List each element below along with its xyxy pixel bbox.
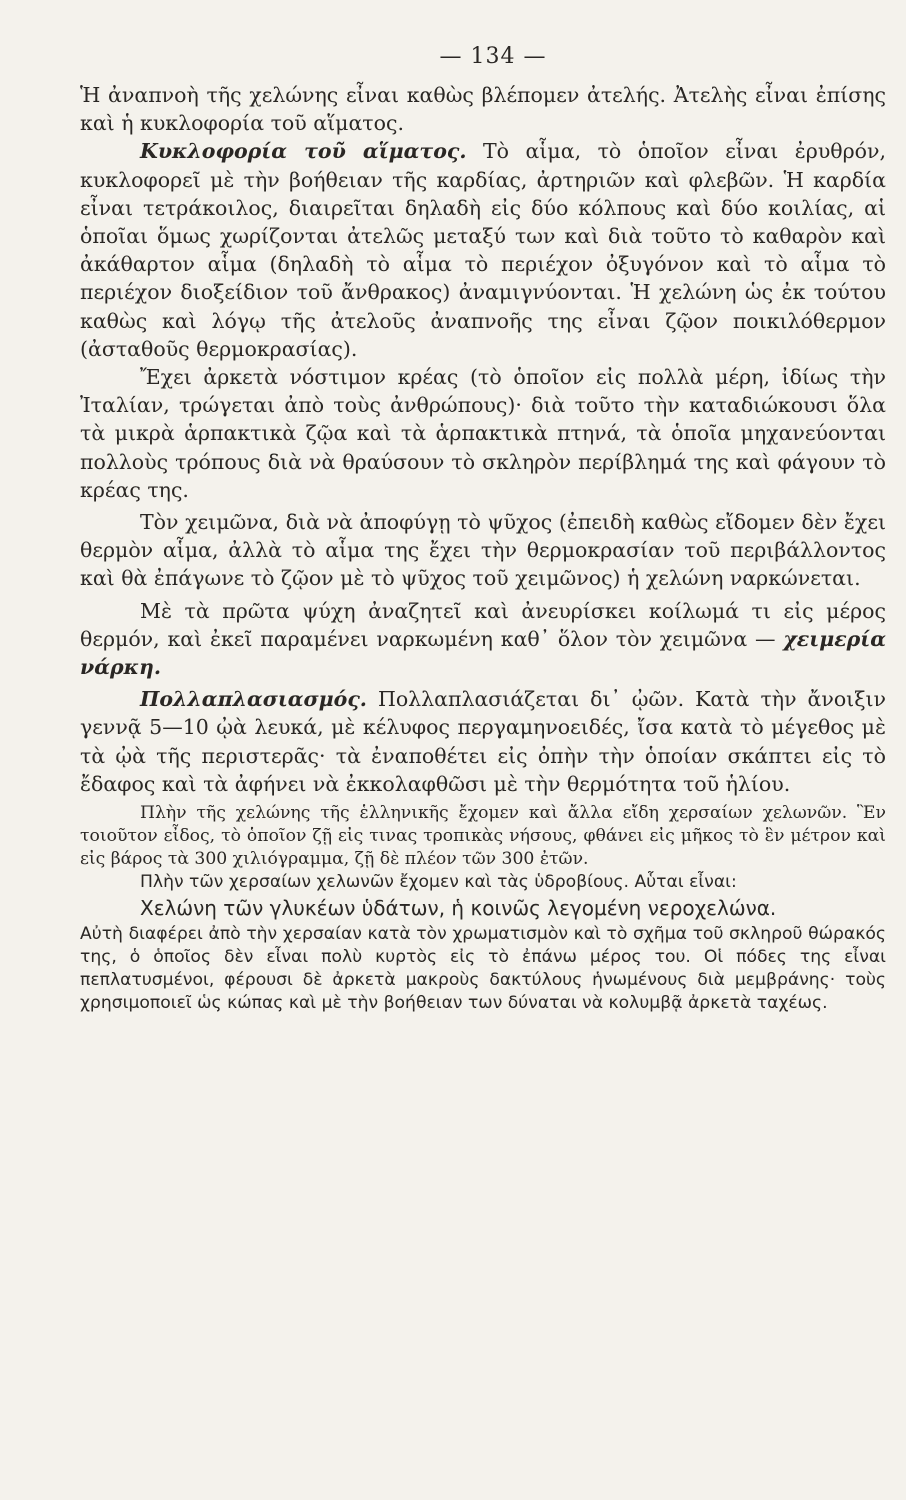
paragraph-reproduction: Πολλαπλασιασμός. Πολλαπλασιάζεται δι᾽ ᾠῶν. Κατὰ τὴν ἄνοιξιν γεννᾷ 5—10 ᾠὰ λευκά, μὲ κέλυφος περγαμηνοειδές, ἴσα κατὰ τὸ μέγεθος μὲ τὰ ᾠὰ τῆς περιστερᾶς· τὰ ἐναποθέτει εἰς ὀπὴν τὴν ὁποίαν σκάπτει εἰς τὸ ἔδαφος καὶ τὰ ἀφήνει νὰ ἐκκολαφθῶσι μὲ τὴν θερμότητα τοῦ ἡλίου. xyxy=(80,687,886,796)
term-hibernation: χειμερία νάρκη. xyxy=(80,626,886,680)
paragraph-aquatic-intro: Πλὴν τῶν χερσαίων χελωνῶν ἔχομεν καὶ τὰς ὑδροβίους. Αὗται εἶναι: xyxy=(140,872,737,893)
paragraph-other-species: Πλὴν τῆς χελώνης τῆς ἑλληνικῆς ἔχομεν καὶ ἄλλα εἴδη χερσαίων χελωνῶν. Ἓν τοιοῦτον εἶδος, τὸ ὁποῖον ζῇ εἰς τινας τροπικὰς νήσους, φθάνει εἰς μῆκος τὸ ἓν μέτρον καὶ εἰς βάρος τὰ 300 χιλιόγραμμα, ζῇ δὲ πλέον τῶν 300 ἐτῶν. xyxy=(80,803,886,870)
paragraph-freshwater: Αὐτὴ διαφέρει ἀπὸ τὴν χερσαίαν κατὰ τὸν χρωματισμὸν καὶ τὸ σχῆμα τοῦ σκληροῦ θώρακός της, ὁ ὁποῖος δὲν εἶναι πολὺ κυρτὸς εἰς τὸ ἐπάνω μέρος του. Οἱ πόδες της εἶναι πεπλατυσμένοι, φέρουσι δὲ ἀρκετὰ μακροὺς δακτύλους ἡνωμένους διὰ μεμβράνης· τοὺς χρησιμοποιεῖ ὡς κώπας καὶ μὲ τὴν βοήθειαν των δύναται νὰ κολυμβᾷ ἀρκετὰ ταχέως. xyxy=(80,923,886,1013)
paragraph-winter: Τὸν χειμῶνα, διὰ νὰ ἀποφύγῃ τὸ ψῦχος (ἐπειδὴ καθὼς εἴδομεν δὲν ἔχει θερμὸν αἷμα, ἀλλὰ τὸ αἷμα της ἔχει τὴν θερμοκρασίαν τοῦ περιβάλλοντος καὶ θὰ ἐπάγωνε τὸ ζῷον μὲ τὸ ψῦχος τοῦ χειμῶνος) ἡ χελώνη ναρκώνεται. xyxy=(80,510,886,591)
paragraph-circulation: Κυκλοφορία τοῦ αἵματος. Τὸ αἷμα, τὸ ὁποῖον εἶναι ἐρυθρόν, κυκλοφορεῖ μὲ τὴν βοήθειαν τῆς καρδίας, ἀρτηριῶν καὶ φλεβῶν. Ἡ καρδία εἶναι τετράκοιλος, διαιρεῖται δηλαδὴ εἰς δύο κόλπους καὶ δύο κοιλίας, αἱ ὁποῖαι ὅμως χωρίζονται ἀτελῶς μεταξύ των καὶ διὰ τοῦτο τὸ καθαρὸν καὶ ἀκάθαρτον αἷμα (δηλαδὴ τὸ αἷμα τὸ περιέχον ὀξυγόνον καὶ τὸ αἷμα τὸ περιέχον διοξείδιον τοῦ ἄνθρακος) ἀναμιγνύονται. Ἡ χελώνη ὡς ἐκ τούτου καθὼς καὶ λόγῳ τῆς ἀτελοῦς ἀναπνοῆς της εἶναι ζῷον ποικιλόθερμον (ἀσταθοῦς θερμοκρασίας). xyxy=(80,139,886,361)
section-heading-reproduction: Πολλαπλασιασμός. xyxy=(140,687,367,712)
paragraph-meat: Ἔχει ἀρκετὰ νόστιμον κρέας (τὸ ὁποῖον εἰς πολλὰ μέρη, ἰδίως τὴν Ἰταλίαν, τρώγεται ἀπὸ τοὺς ἀνθρώπους)· διὰ τοῦτο τὴν καταδιώκουσι ὅλα τὰ μικρὰ ἁρπακτικὰ ζῷα καὶ τὰ ἁρπακτικὰ πτηνά, τὰ ὁποῖα μηχανεύονται πολλοὺς τρόπους διὰ νὰ θραύσουν τὸ σκληρὸν περίβλημά της καὶ φάγουν τὸ κρέας της. xyxy=(80,365,886,502)
paragraph-respiration: Ἡ ἀναπνοὴ τῆς χελώνης εἶναι καθὼς βλέπομεν ἀτελής. Ἀτελὴς εἶναι ἐπίσης καὶ ἡ κυκλοφορία τοῦ αἵματος. xyxy=(80,83,886,136)
paragraph-hibernation: Μὲ τὰ πρῶτα ψύχη ἀναζητεῖ καὶ ἀνευρίσκει κοίλωμά τι εἰς μέρος θερμόν, καὶ ἐκεῖ παραμένει ναρκωμένη καθ᾽ ὅλον τὸν χειμῶνα — χειμερία νάρκη. xyxy=(80,598,886,680)
section-heading-freshwater: Χελώνη τῶν γλυκέων ὑδάτων, xyxy=(140,896,446,921)
section-heading-circulation: Κυκλοφορία τοῦ αἵματος. xyxy=(140,139,467,164)
paragraph-freshwater-heading: Χελώνη τῶν γλυκέων ὑδάτων, ἡ κοινῶς λεγομένη νεροχελώνα. xyxy=(140,896,777,921)
page-number: — 134 — xyxy=(439,44,547,69)
